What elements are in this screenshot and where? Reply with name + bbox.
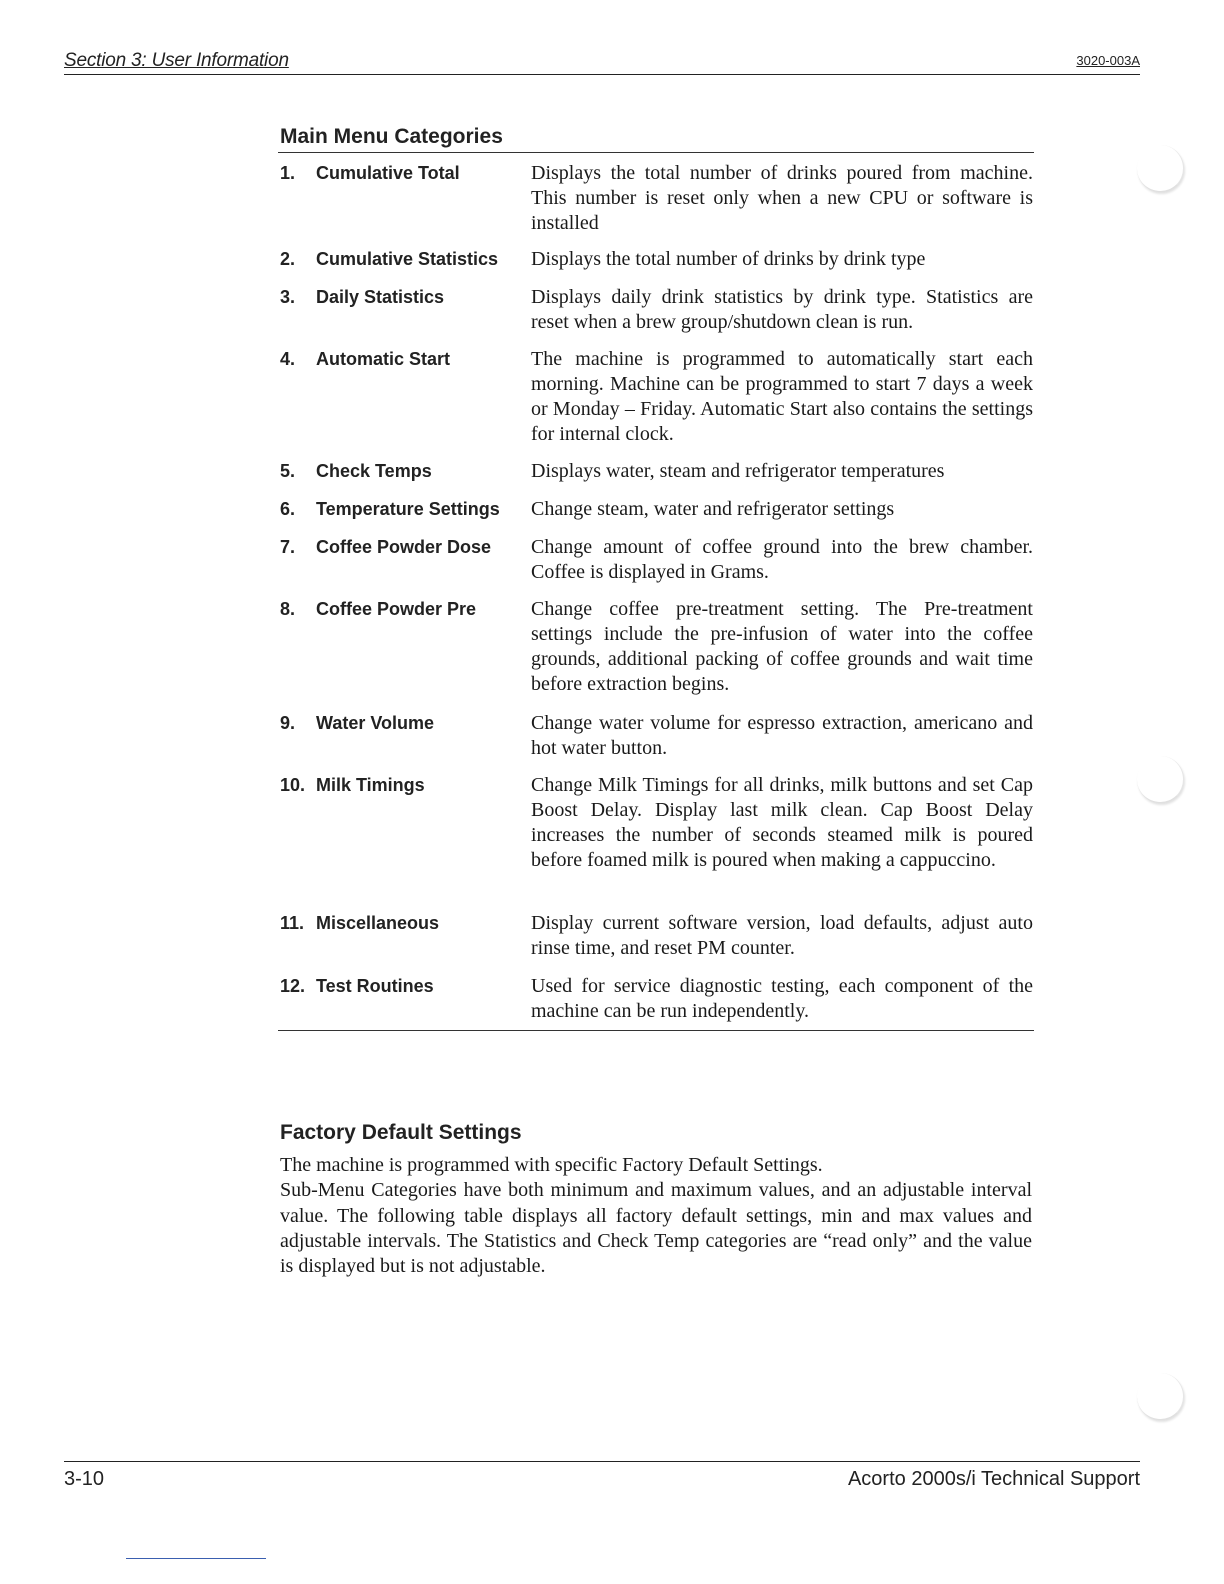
factory-defaults-text	[280, 1153, 1032, 1279]
menu-row-number: 1.	[280, 163, 296, 183]
menu-row-milk-timings	[278, 773, 1034, 911]
menu-row-name: Check Temps	[316, 461, 432, 481]
punch-hole	[1137, 145, 1184, 192]
menu-row-description: Displays water, steam and refrigerator temperatures	[531, 460, 945, 482]
menu-row-check-temps	[278, 459, 1034, 497]
menu-row-name: Automatic Start	[316, 349, 451, 369]
menu-row-miscellaneous	[278, 911, 1034, 974]
menu-row-number: 10.	[280, 775, 306, 795]
menu-row-name: Test Routines	[316, 976, 434, 996]
menu-row-automatic-start	[278, 347, 1034, 459]
menu-row-name: Temperature Settings	[316, 499, 500, 519]
menu-row-description: Change Milk Timings for all drinks, milk buttons and set Cap Boost Delay. Display last milk clean. Cap Boost Delay increases the number of seconds steamed milk is poured before foamed milk is poured when making a cappuccino.	[531, 774, 1033, 871]
menu-row-description: Used for service diagnostic testing, each component of the machine can be run independently.	[531, 975, 1033, 1022]
factory-defaults-title: Factory Default Settings	[280, 1121, 522, 1144]
menu-row-description: Displays the total number of drinks by drink type	[531, 248, 926, 270]
main-menu-table	[278, 152, 1034, 1031]
menu-row-test-routines	[278, 974, 1034, 1030]
document-number: 3020-003A	[1076, 53, 1140, 68]
document-title: Acorto 2000s/i Technical Support	[847, 1468, 1140, 1490]
menu-row-description: Change coffee pre-treatment setting. The Pre-treatment settings include the pre-infusion of water into the coffee grounds, additional packing of coffee grounds and wait time before extraction begins.	[531, 598, 1033, 695]
menu-row-number: 8.	[280, 599, 296, 619]
menu-row-name: Miscellaneous	[316, 913, 440, 933]
menu-row-number: 7.	[280, 537, 296, 557]
menu-row-name: Cumulative Total	[316, 163, 460, 183]
menu-row-name: Coffee Powder Pre	[316, 599, 477, 619]
menu-row-coffee-powder-dose	[278, 535, 1034, 597]
menu-row-coffee-powder-pre	[278, 597, 1034, 711]
menu-row-temperature-settings	[278, 497, 1034, 535]
menu-row-description: Display current software version, load defaults, adjust auto rinse time, and reset PM counter.	[531, 912, 1033, 959]
menu-row-description: Displays the total number of drinks poured from machine. This number is reset only when a new CPU or software is installed	[531, 162, 1033, 234]
menu-row-name: Daily Statistics	[316, 287, 445, 307]
menu-row-cumulative-total	[278, 153, 1034, 247]
menu-row-cumulative-statistics	[278, 247, 1034, 285]
menu-row-daily-statistics	[278, 285, 1034, 347]
scan-edge-line	[126, 1558, 266, 1559]
factory-defaults-body: Sub-Menu Categories have both minimum and maximum values, and an adjustable interval value. The following table displays all factory default settings, min and max values and adjustable intervals. The Statistics and Check Temp categories are “read only” and the value is displayed but is not adjustable.	[280, 1179, 1032, 1278]
menu-row-number: 11.	[280, 913, 305, 933]
menu-row-water-volume	[278, 711, 1034, 773]
menu-row-number: 5.	[280, 461, 296, 481]
menu-row-number: 6.	[280, 499, 296, 519]
menu-row-number: 12.	[280, 976, 306, 996]
menu-row-description: Change water volume for espresso extraction, americano and hot water button.	[531, 712, 1033, 759]
menu-row-name: Coffee Powder Dose	[316, 537, 492, 557]
menu-row-description: Displays daily drink statistics by drink type. Statistics are reset when a brew group/shutdown clean is run.	[531, 286, 1033, 333]
punch-hole	[1137, 756, 1184, 803]
main-menu-title: Main Menu Categories	[280, 125, 503, 148]
page-footer	[64, 1461, 1140, 1496]
menu-row-number: 2.	[280, 249, 296, 269]
punch-hole	[1137, 1373, 1184, 1420]
section-title: Section 3: User Information	[64, 50, 289, 71]
page-number: 3-10	[64, 1468, 105, 1490]
menu-row-number: 3.	[280, 287, 296, 307]
menu-row-name: Cumulative Statistics	[316, 249, 499, 269]
menu-row-number: 4.	[280, 349, 296, 369]
menu-row-name: Milk Timings	[316, 775, 425, 795]
factory-defaults-intro: The machine is programmed with specific Factory Default Settings.	[280, 1154, 823, 1176]
menu-row-description: Change steam, water and refrigerator settings	[531, 498, 895, 520]
menu-row-number: 9.	[280, 713, 296, 733]
page-header	[64, 50, 1140, 75]
menu-row-description: Change amount of coffee ground into the brew chamber. Coffee is displayed in Grams.	[531, 536, 1033, 583]
menu-row-description: The machine is programmed to automatically start each morning. Machine can be programmed to start 7 days a week or Monday – Friday. Automatic Start also contains the settings for internal clock.	[531, 348, 1033, 445]
menu-row-name: Water Volume	[316, 713, 435, 733]
